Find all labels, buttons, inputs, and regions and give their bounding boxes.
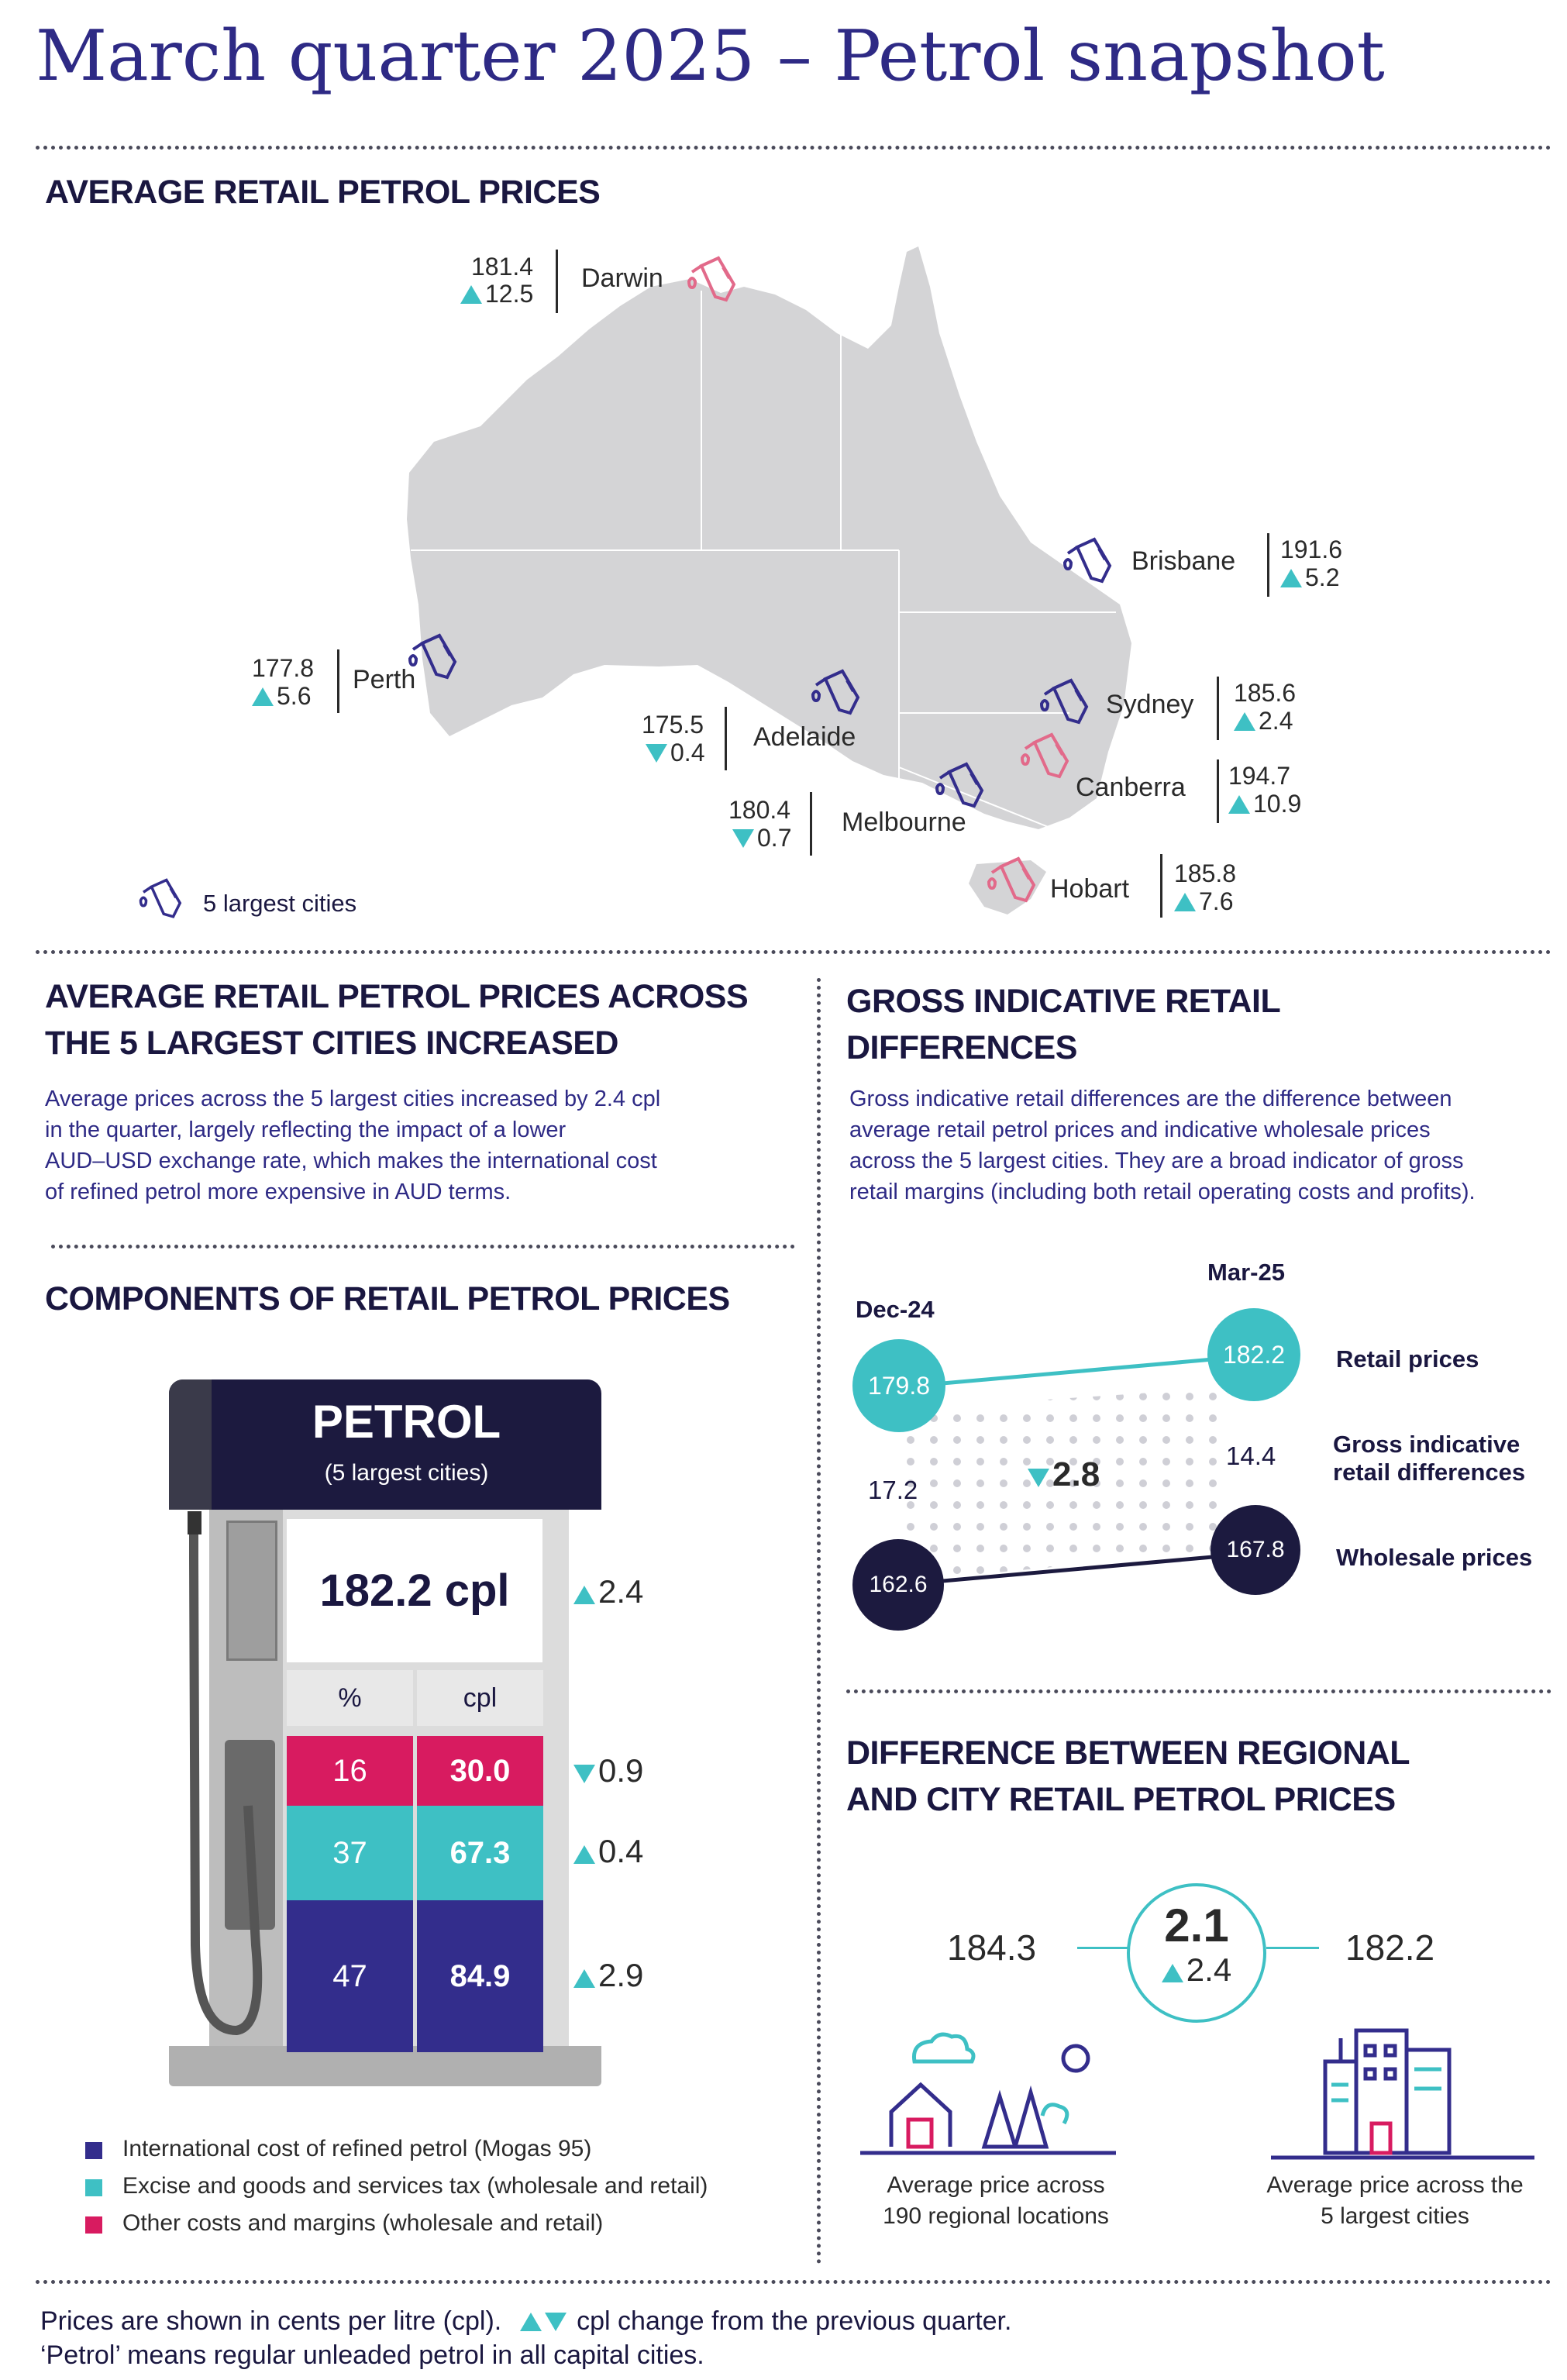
- down-triangle-icon: [646, 744, 667, 763]
- up-triangle-icon: [573, 1586, 595, 1604]
- melbourne-change: 0.7: [732, 823, 791, 852]
- divider-line: [337, 649, 339, 713]
- row-intl-pct: 47: [287, 1900, 413, 2052]
- retail-prices-label: Retail prices: [1336, 1345, 1479, 1373]
- map-heading: AVERAGE RETAIL PETROL PRICES: [45, 174, 601, 211]
- diff-change: 2.8: [1028, 1455, 1100, 1494]
- regional-heading: DIFFERENCE BETWEEN REGIONAL AND CITY RETAIL PETROL PRICES: [846, 1734, 1410, 1818]
- brisbane-label: Brisbane: [1131, 546, 1236, 576]
- difference-change: 2.4: [1127, 1951, 1266, 1989]
- pump-title: PETROL: [312, 1396, 501, 1448]
- fuel-nozzle-icon: [986, 852, 1048, 908]
- city-price: 182.2: [1345, 1927, 1435, 1968]
- gross-body: Gross indicative retail differences are the difference between average retail petrol prices and indicative wholesale prices across the 5 largest cities. They are a broad indicator of gross retail margins (including both retail operating costs and profits).: [849, 1087, 1476, 1204]
- row-excise-cpl: 67.3: [417, 1806, 543, 1900]
- legend-swatch-excise: [85, 2179, 102, 2196]
- map-legend-label: 5 largest cities: [203, 890, 357, 917]
- hobart-price: 185.8: [1174, 859, 1237, 887]
- up-triangle-icon: [520, 2313, 542, 2331]
- increase-heading: AVERAGE RETAIL PETROL PRICES ACROSS THE 5 LARGEST CITIES INCREASED: [45, 978, 749, 1062]
- pump-subtitle: (5 largest cities): [324, 1460, 489, 1486]
- divider-line: [556, 250, 558, 313]
- up-triangle-icon: [1162, 1964, 1183, 1982]
- fuel-nozzle-icon: [407, 629, 469, 685]
- fuel-nozzle-icon: [810, 665, 872, 721]
- regional-town-icon: [860, 2030, 1116, 2162]
- dec-diff: 17.2: [868, 1476, 918, 1504]
- up-triangle-icon: [1280, 569, 1302, 587]
- divider: [36, 146, 1552, 150]
- fuel-nozzle-icon: [686, 252, 748, 308]
- city-caption: Average price across the 5 largest cities: [1266, 2172, 1524, 2229]
- canberra-price: 194.7: [1228, 762, 1291, 790]
- up-triangle-icon: [573, 1845, 595, 1864]
- fuel-nozzle-icon: [1038, 674, 1100, 730]
- adelaide-price: 175.5: [642, 711, 704, 739]
- divider-line: [725, 707, 727, 770]
- perth-change: 5.6: [252, 681, 311, 711]
- connector-right: [1266, 1947, 1319, 1949]
- perth-label: Perth: [353, 665, 416, 694]
- sydney-price: 185.6: [1234, 679, 1297, 707]
- fuel-nozzle-icon: [934, 758, 996, 814]
- fuel-nozzle-icon: [1062, 533, 1124, 589]
- melbourne-label: Melbourne: [842, 808, 966, 837]
- down-triangle-icon: [1028, 1469, 1049, 1487]
- mar-wholesale-circle: 167.8: [1211, 1505, 1300, 1595]
- dec-wholesale-circle: 162.6: [852, 1539, 944, 1631]
- divider-line: [1217, 677, 1219, 740]
- up-triangle-icon: [252, 687, 274, 706]
- column-divider: [817, 978, 821, 2265]
- divider: [846, 1689, 1552, 1693]
- row-excise-change: 0.4: [573, 1837, 643, 1866]
- mar-retail-circle: 182.2: [1207, 1308, 1300, 1401]
- fuel-nozzle-icon: [138, 874, 192, 924]
- footer-line2: ‘Petrol’ means regular unleaded petrol in all capital cities.: [40, 2340, 704, 2370]
- connector-left: [1077, 1947, 1130, 1949]
- divider-line: [1160, 854, 1162, 918]
- darwin-change: 12.5: [460, 279, 533, 308]
- canberra-label: Canberra: [1076, 773, 1186, 802]
- brisbane-change: 5.2: [1280, 563, 1339, 592]
- canberra-change: 10.9: [1228, 789, 1301, 818]
- up-triangle-icon: [1174, 893, 1196, 911]
- up-triangle-icon: [1234, 712, 1255, 731]
- up-triangle-icon: [460, 285, 482, 304]
- components-heading: COMPONENTS OF RETAIL PETROL PRICES: [45, 1280, 730, 1317]
- row-intl-change: 2.9: [573, 1961, 643, 1990]
- darwin-label: Darwin: [581, 263, 663, 293]
- divider-line: [1217, 759, 1219, 823]
- retail-price: 182.2 cpl: [319, 1565, 510, 1616]
- dec-retail-circle: 179.8: [852, 1339, 945, 1432]
- mar-label: Mar-25: [1207, 1259, 1285, 1286]
- divider: [36, 950, 1552, 954]
- up-triangle-icon: [573, 1969, 595, 1988]
- divider-line: [1267, 533, 1269, 597]
- down-triangle-icon: [732, 829, 754, 848]
- regional-price: 184.3: [947, 1927, 1037, 1968]
- divider-line: [810, 792, 812, 856]
- fuel-nozzle-icon: [1019, 728, 1081, 784]
- sydney-change: 2.4: [1234, 706, 1293, 735]
- down-triangle-icon: [573, 1765, 595, 1783]
- legend-swatch-intl: [85, 2142, 102, 2159]
- sydney-label: Sydney: [1106, 690, 1194, 719]
- legend-swatch-other: [85, 2216, 102, 2234]
- retail-price-change: 2.4: [573, 1577, 643, 1607]
- melbourne-price: 180.4: [728, 796, 791, 824]
- row-intl-cpl: 84.9: [417, 1900, 543, 2052]
- city-buildings-icon: [1271, 2015, 1534, 2162]
- divider: [36, 2280, 1552, 2284]
- hobart-change: 7.6: [1174, 887, 1233, 916]
- legend-excise: Excise and goods and services tax (wholesale and retail): [122, 2173, 708, 2199]
- hobart-label: Hobart: [1050, 874, 1130, 904]
- increase-body: Average prices across the 5 largest cities increased by 2.4 cpl in the quarter, largely reflecting the impact of a lower AUD–USD exchange rate, which makes the international cost of refined petrol more expensive in AUD terms.: [45, 1087, 661, 1204]
- gross-label: Gross indicative retail differences: [1333, 1431, 1526, 1486]
- divider: [51, 1245, 795, 1249]
- col-header-cpl: cpl: [417, 1670, 543, 1726]
- pump-price-display: [287, 1519, 542, 1662]
- adelaide-change: 0.4: [646, 738, 704, 767]
- page-title: March quarter 2025 – Petrol snapshot: [36, 15, 1385, 97]
- row-other-pct: 16: [287, 1736, 413, 1806]
- row-other-change: 0.9: [573, 1756, 643, 1786]
- legend-intl: International cost of refined petrol (Mogas 95): [122, 2136, 592, 2161]
- col-header-pct: %: [287, 1670, 413, 1726]
- mar-diff: 14.4: [1226, 1441, 1276, 1470]
- legend-other: Other costs and margins (wholesale and retail): [122, 2210, 604, 2236]
- pump-hose: [155, 1511, 271, 2054]
- dec-label: Dec-24: [856, 1296, 935, 1323]
- adelaide-label: Adelaide: [753, 722, 856, 752]
- row-excise-pct: 37: [287, 1806, 413, 1900]
- up-triangle-icon: [1228, 795, 1250, 814]
- brisbane-price: 191.6: [1280, 536, 1343, 563]
- pump-header-side: [169, 1379, 212, 1510]
- down-triangle-icon: [545, 2313, 567, 2331]
- difference-value: 2.1: [1164, 1900, 1229, 1951]
- wholesale-prices-label: Wholesale prices: [1336, 1544, 1533, 1571]
- row-other-cpl: 30.0: [417, 1736, 543, 1806]
- perth-price: 177.8: [252, 654, 315, 682]
- darwin-price: 181.4: [471, 253, 534, 281]
- footer-line1: Prices are shown in cents per litre (cpl). cpl change from the previous quarter.: [40, 2306, 1012, 2336]
- regional-caption: Average price across 190 regional locations: [883, 2172, 1109, 2229]
- gross-heading: GROSS INDICATIVE RETAIL DIFFERENCES: [846, 983, 1281, 1066]
